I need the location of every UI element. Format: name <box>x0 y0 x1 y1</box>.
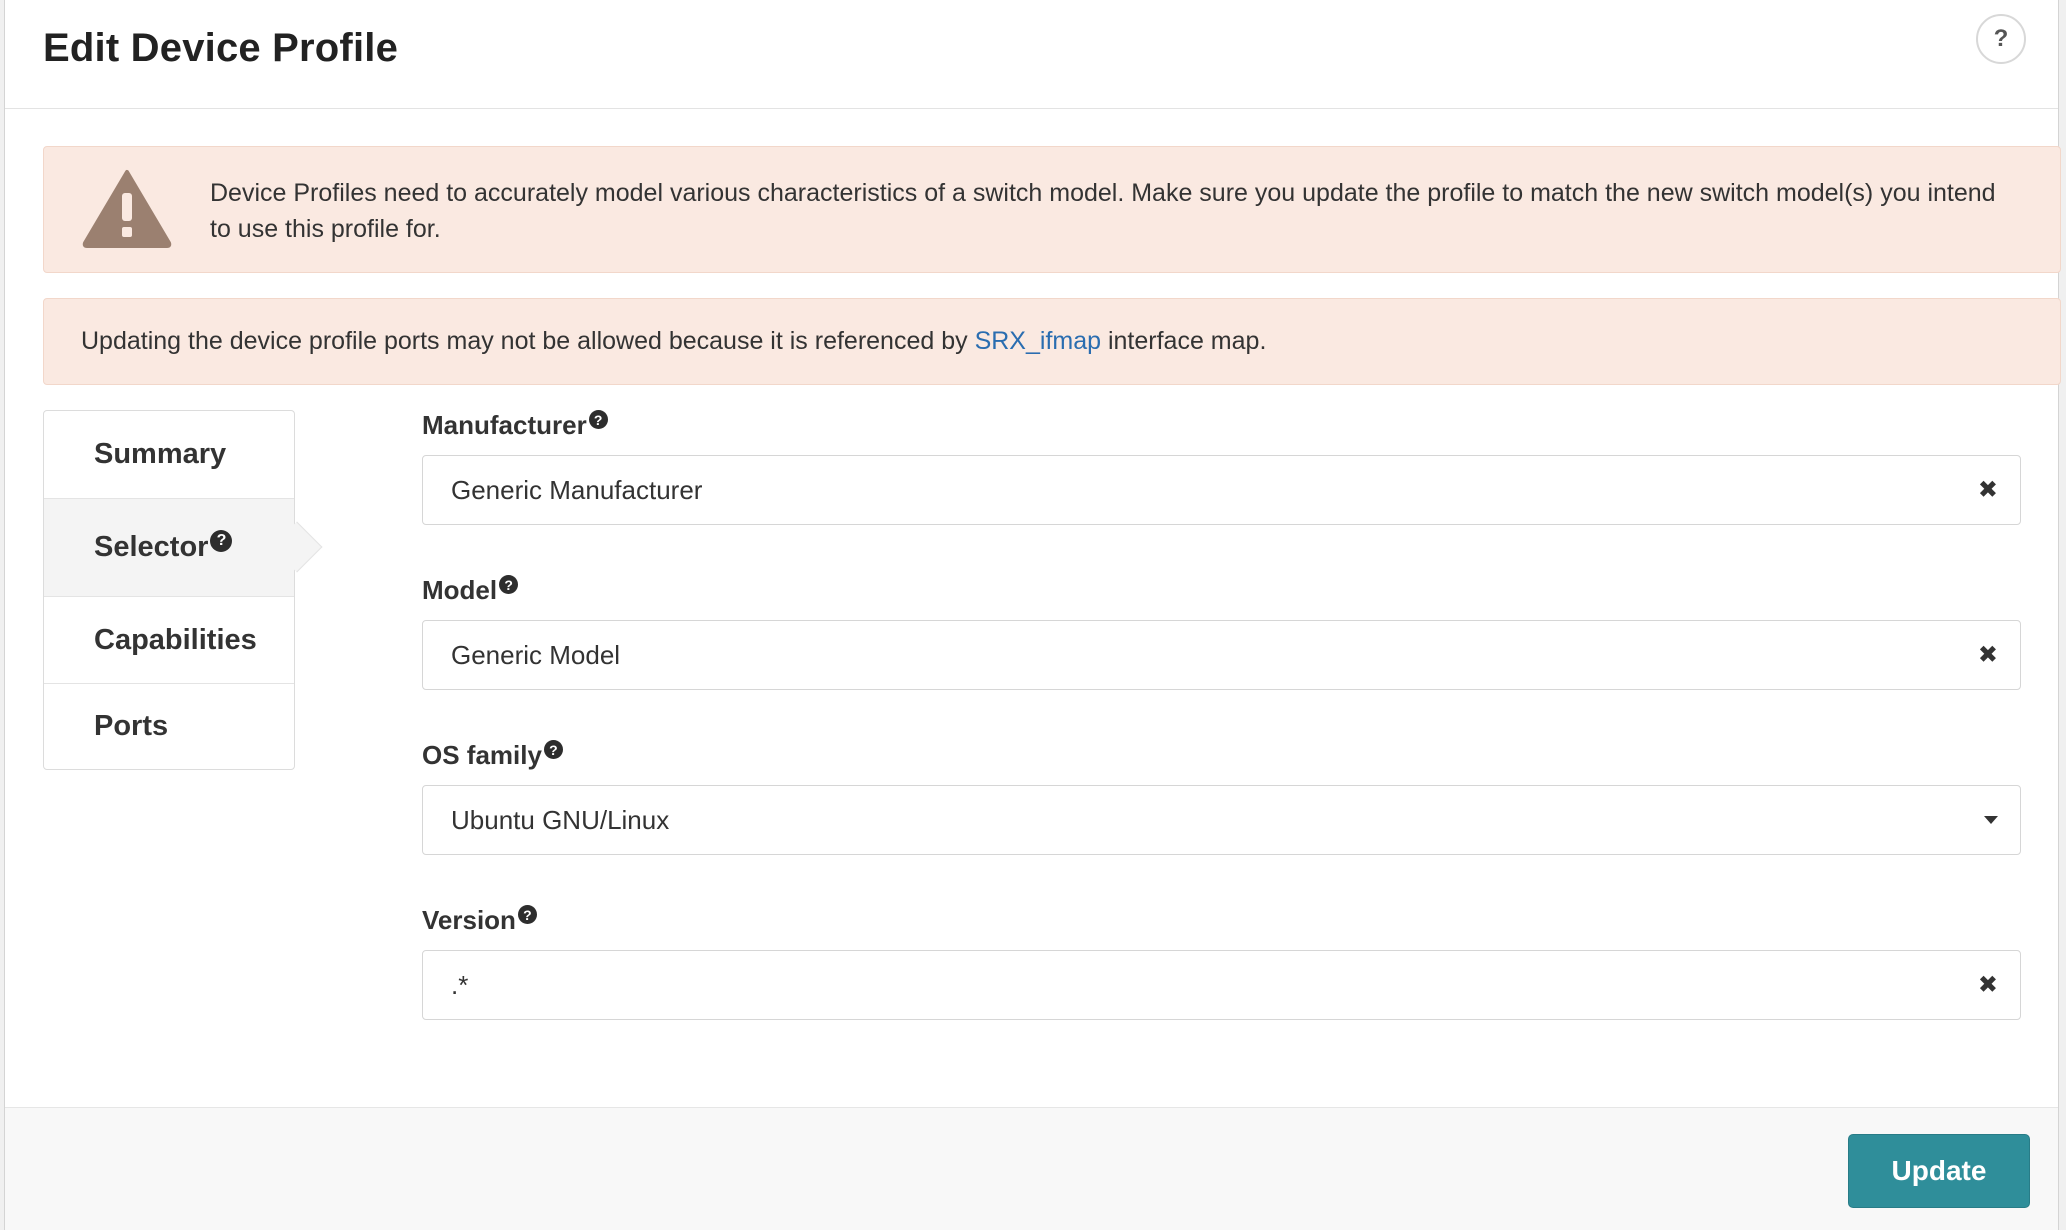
manufacturer-clear-icon[interactable]: ✖ <box>1977 476 1998 504</box>
dialog-footer <box>5 1107 2058 1230</box>
dialog-header <box>5 0 2058 109</box>
edit-device-profile-dialog <box>4 0 2059 1230</box>
manufacturer-label <box>422 410 608 441</box>
model-value: Generic Model <box>451 639 621 670</box>
port-reference-alert-text <box>81 323 1266 359</box>
tab-summary[interactable] <box>44 411 294 498</box>
version-label-text: Version <box>422 905 516 935</box>
manufacturer-help-icon[interactable]: ? <box>589 410 608 429</box>
warning-alert <box>43 146 2061 273</box>
manufacturer-field[interactable] <box>422 455 2021 525</box>
chevron-down-icon[interactable] <box>1984 816 1998 824</box>
version-field[interactable] <box>422 950 2021 1020</box>
os-family-label-text: OS family <box>422 740 542 770</box>
active-tab-indicator <box>272 522 323 573</box>
manufacturer-label-text: Manufacturer <box>422 410 587 440</box>
port-reference-alert <box>43 298 2061 385</box>
tab-selector[interactable] <box>44 498 294 596</box>
model-label <box>422 575 518 606</box>
model-clear-icon[interactable]: ✖ <box>1977 641 1998 669</box>
warning-alert-text: Device Profiles need to accurately model various characteristics of a switch model. Make sure you update the profile to match the new switch model(s) you intend to use this profile for. <box>210 179 1996 243</box>
alert-text-prefix: Updating the device profile ports may not be allowed because it is referenced by <box>81 327 975 355</box>
version-clear-icon[interactable]: ✖ <box>1977 971 1998 999</box>
model-label-text: Model <box>422 575 498 605</box>
os-family-select[interactable] <box>422 785 2021 855</box>
tab-capabilities[interactable] <box>44 596 294 683</box>
help-button[interactable]: ? <box>1976 14 2026 64</box>
interface-map-link[interactable]: SRX_ifmap <box>974 327 1102 355</box>
model-help-icon[interactable]: ? <box>499 575 518 594</box>
version-value: .* <box>451 969 469 1000</box>
alert-text-suffix: interface map. <box>1101 327 1267 355</box>
profile-section-tabs <box>43 410 295 770</box>
os-family-label <box>422 740 563 771</box>
tab-ports-label: Ports <box>94 710 169 742</box>
manufacturer-value: Generic Manufacturer <box>451 474 703 505</box>
tab-capabilities-label: Capabilities <box>94 623 257 656</box>
update-button[interactable]: Update <box>1848 1134 2030 1208</box>
tab-summary-label: Summary <box>94 438 227 470</box>
warning-triangle-icon <box>82 169 172 249</box>
selector-help-icon[interactable]: ? <box>210 530 232 552</box>
dialog-title: Edit Device Profile <box>43 26 399 70</box>
os-family-value: Ubuntu GNU/Linux <box>451 804 670 835</box>
model-field[interactable] <box>422 620 2021 690</box>
tab-selector-label: Selector <box>94 531 209 563</box>
tab-ports[interactable] <box>44 683 294 769</box>
os-family-help-icon[interactable]: ? <box>544 740 563 759</box>
version-help-icon[interactable]: ? <box>518 905 537 924</box>
version-label <box>422 905 537 936</box>
